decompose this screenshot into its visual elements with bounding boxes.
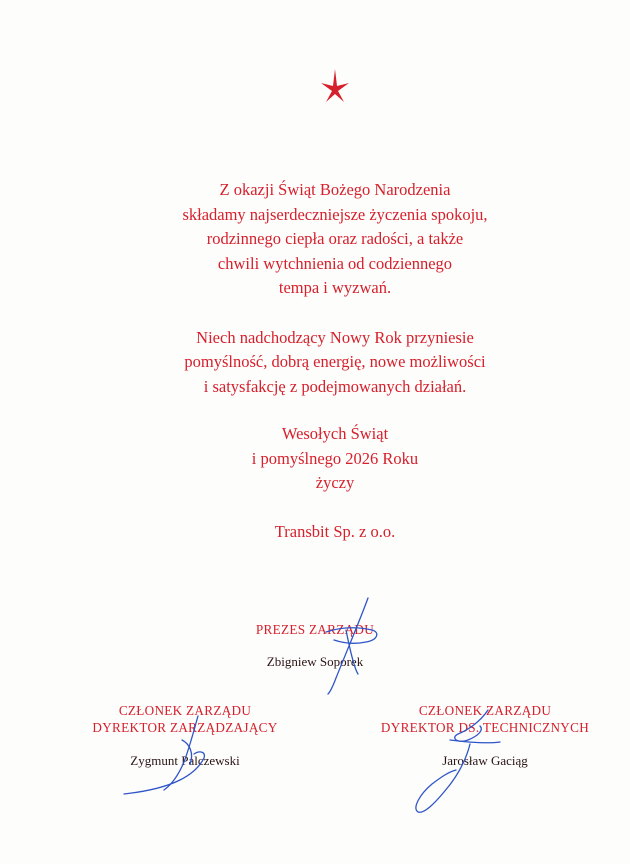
greeting-line: pomyślność, dobrą energię, nowe możliwości (184, 352, 486, 371)
greeting-line: rodzinnego ciepła oraz radości, a także (206, 229, 464, 248)
greeting-line: tempa i wyzwań. (278, 278, 392, 297)
president-role: PREZES ZARZĄDU (255, 622, 375, 637)
company-name: Transbit Sp. z o.o. (274, 521, 396, 541)
president-name: Zbigniew Soporek (266, 654, 364, 669)
left-member-name: Zygmunt Palczewski (130, 753, 240, 768)
president-signature (300, 590, 400, 700)
wishes-line: i pomyślnego 2026 Roku (251, 448, 419, 468)
greeting-text (60, 178, 610, 544)
star-icon (319, 65, 351, 107)
left-signature (120, 710, 230, 800)
role-line: CZŁONEK ZARZĄDU (118, 703, 252, 718)
greeting-line: Niech nadchodzący Nowy Rok przyniesie (196, 327, 474, 347)
role-line: DYREKTOR DS. TECHNICZNYCH (380, 720, 590, 735)
role-line: DYREKTOR ZARZĄDZAJĄCY (92, 720, 278, 735)
greeting-line: chwili wytchnienia od codziennego (217, 253, 453, 273)
wishes-line: życzy (315, 473, 355, 492)
role-line: CZŁONEK ZARZĄDU (418, 703, 552, 718)
wishes-line: Wesołych Świąt (281, 424, 389, 443)
greeting-line: i satysfakcję z podejmowanych działań. (203, 376, 467, 396)
right-member-name: Jarosław Gaciąg (442, 753, 528, 768)
right-signature (410, 700, 510, 825)
greeting-line: składamy najserdeczniejsze życzenia spokoju, (182, 204, 488, 224)
greeting-line: Z okazji Świąt Bożego Narodzenia (219, 180, 451, 199)
